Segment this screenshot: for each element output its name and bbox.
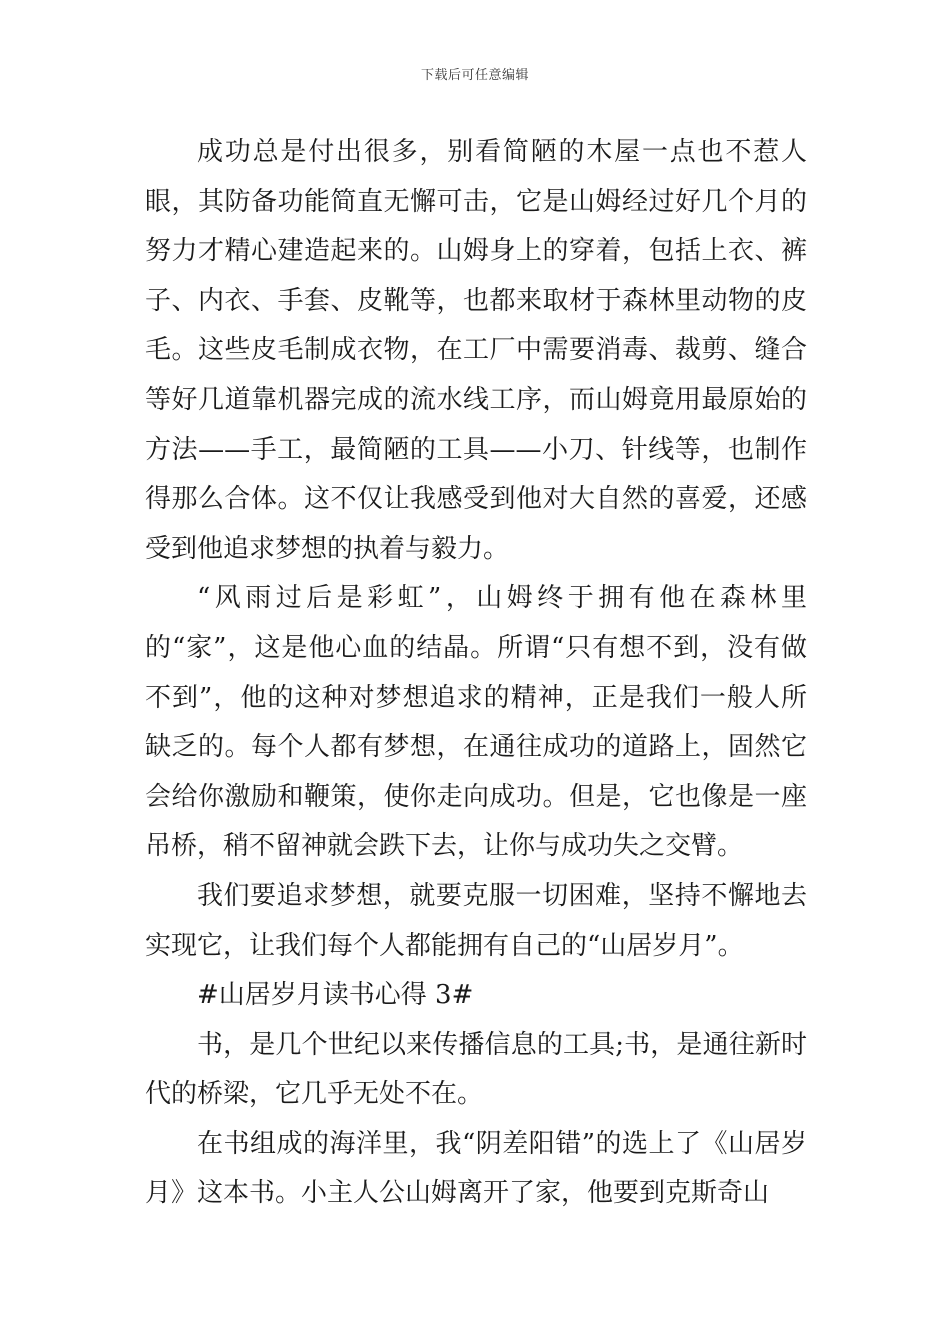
paragraph-5: 在书组成的海洋里，我“阴差阳错”的选上了《山居岁月》这本书。小主人公山姆离开了家，他要到克斯奇山 — [145, 1128, 807, 1209]
document-body — [145, 128, 807, 1219]
section-heading: #山居岁月读书心得 3# — [197, 980, 474, 1011]
paragraph-1: 成功总是付出很多，别看简陋的木屋一点也不惹人眼，其防备功能简直无懈可击，它是山姆经过好几个月的努力才精心建造起来的。山姆身上的穿着，包括上衣、裤子、内衣、手套、皮靴等，也都来取材于森林里动物的皮毛。这些皮毛制成衣物，在工厂中需要消毒、裁剪、缝合等好几道靠机器完成的流水线工序，而山姆竟用最原始的方法——手工，最简陋的工具——小刀、针线等，也制作得那么合体。这不仅让我感受到他对大自然的喜爱，还感受到他追求梦想的执着与毅力。 — [145, 137, 807, 564]
paragraph-2: “风雨过后是彩虹”，山姆终于拥有他在森林里的“家”，这是他心血的结晶。所谓“只有想不到，没有做不到”，他的这种对梦想追求的精神，正是我们一般人所缺乏的。每个人都有梦想，在通往成功的道路上，固然它会给你激励和鞭策，使你走向成功。但是，它也像是一座吊桥，稍不留神就会跌下去，让你与成功失之交臂。 — [145, 583, 807, 862]
page-header-note: 下载后可任意编辑 — [420, 68, 529, 83]
paragraph-3: 我们要追求梦想，就要克服一切困难，坚持不懈地去实现它，让我们每个人都能拥有自己的“山居岁月”。 — [145, 880, 807, 961]
paragraph-4: 书，是几个世纪以来传播信息的工具;书，是通往新时代的桥梁，它几乎无处不在。 — [145, 1029, 807, 1110]
